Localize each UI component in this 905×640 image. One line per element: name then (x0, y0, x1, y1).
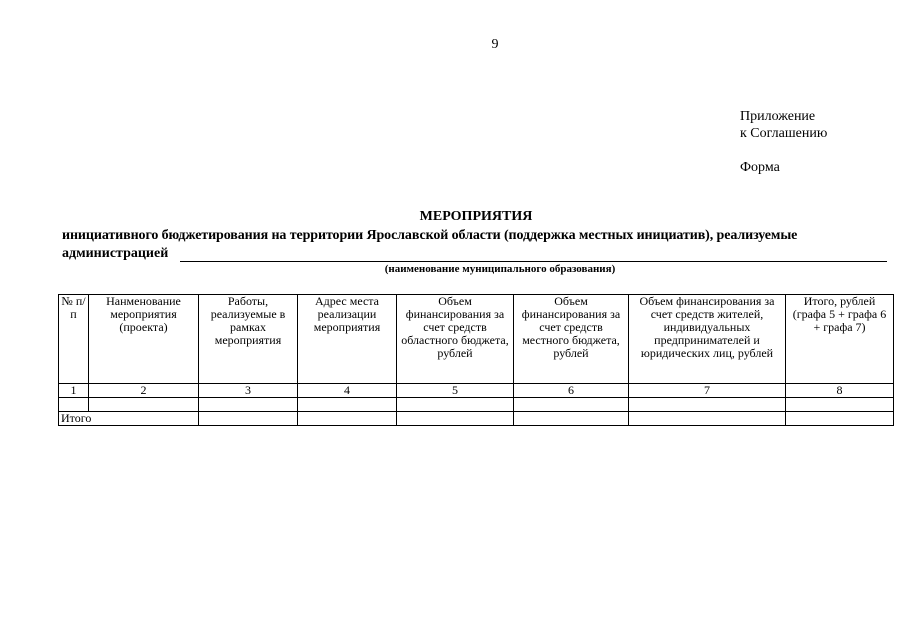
header-cell-regional-budget: Объем финансирования за счет средств областного бюджета, рублей (397, 295, 514, 384)
header-cell-address: Адрес места реализации мероприятия (298, 295, 397, 384)
column-number: 1 (59, 384, 89, 398)
subtitle-line-2: администрацией (62, 246, 169, 261)
header-cell-local-budget: Объем финансирования за счет средств местного бюджета, рублей (514, 295, 629, 384)
appendix-line-2: к Соглашению (740, 126, 828, 141)
column-number-row (59, 384, 894, 398)
empty-cell (629, 398, 786, 412)
column-number: 5 (397, 384, 514, 398)
header-cell-total: Итого, рублей (графа 5 + графа 6 + графа 7) (786, 295, 894, 384)
total-row (59, 412, 894, 426)
empty-cell (59, 398, 89, 412)
activities-table (58, 294, 894, 426)
table-row (59, 398, 894, 412)
empty-cell (397, 398, 514, 412)
total-label: Итого (59, 412, 199, 426)
municipality-caption: (наименование муниципального образования) (384, 263, 616, 275)
header-cell-works: Работы, реализуемые в рамках мероприятия (199, 295, 298, 384)
table-header-row (59, 295, 894, 384)
empty-cell (786, 412, 894, 426)
empty-cell (397, 412, 514, 426)
column-number: 8 (786, 384, 894, 398)
form-label: Форма (740, 160, 780, 175)
empty-cell (514, 412, 629, 426)
header-cell-residents-funds: Объем финансирования за счет средств жителей, индивидуальных предпринимателей и юридических лиц, рублей (629, 295, 786, 384)
column-number: 4 (298, 384, 397, 398)
appendix-label (740, 108, 827, 142)
header-cell-number: № п/п (59, 295, 89, 384)
empty-cell (298, 412, 397, 426)
column-number: 3 (199, 384, 298, 398)
empty-cell (199, 398, 298, 412)
appendix-line-1: Приложение (740, 109, 816, 124)
column-number: 6 (514, 384, 629, 398)
empty-cell (89, 398, 199, 412)
column-number: 2 (89, 384, 199, 398)
column-number: 7 (629, 384, 786, 398)
header-cell-name: Нанменование мероприятия (проекта) (89, 295, 199, 384)
subtitle-line-1: инициативного бюджетирования на территории Ярославской области (поддержка местных инициатив), реализуемые (62, 228, 798, 243)
empty-cell (199, 412, 298, 426)
empty-cell (298, 398, 397, 412)
municipality-fill-line (180, 261, 887, 262)
page-number: 9 (491, 37, 499, 52)
document-title: МЕРОПРИЯТИЯ (419, 209, 533, 224)
empty-cell (786, 398, 894, 412)
empty-cell (629, 412, 786, 426)
empty-cell (514, 398, 629, 412)
